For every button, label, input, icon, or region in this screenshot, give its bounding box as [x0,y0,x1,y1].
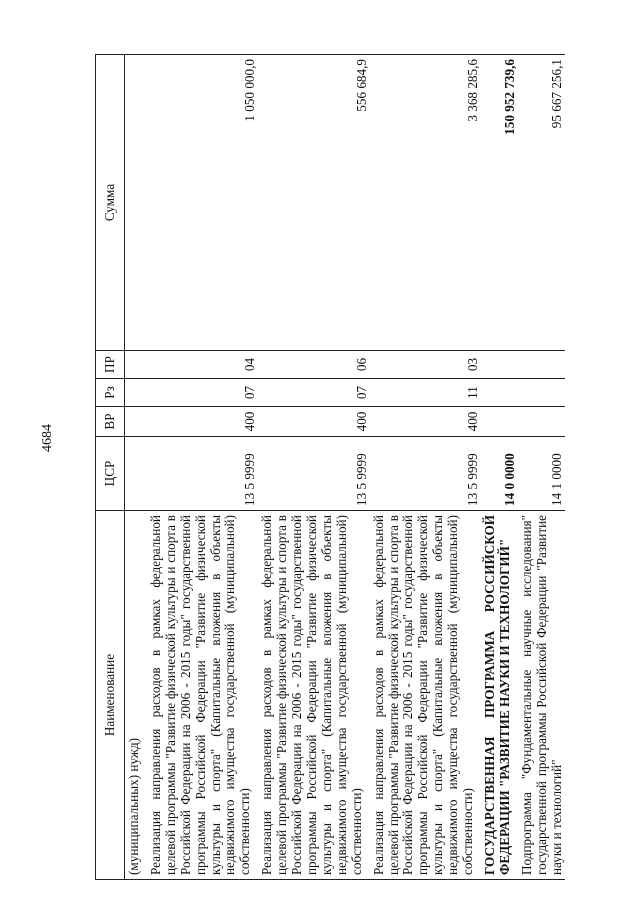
header-vr: ВР [96,407,125,437]
row-rz: 11 [371,379,482,407]
row-pr [519,351,566,379]
row-vr: 400 [148,407,259,437]
row-pr: 06 [259,351,370,379]
row-csr: 14 1 0000 [519,437,566,511]
row-vr [482,407,519,437]
page-number: 4684 [40,424,55,452]
row-name: Реализация направления расходов в рамках федеральной целевой программы "Развитие физической культуры и спорта в Российской Федерации на 2006 - 2015 годы" государственной программы Российской Федерации "Развитие физической культуры и спорта" (Капитальные вложения в объекты недвижимого имущества государственной (муниципальной) собственности) [259,511,370,880]
budget-table-rotated [95,55,635,880]
table-row [125,55,148,880]
header-rz: Рз [96,379,125,407]
header-name: Наименование [96,511,125,880]
row-csr: 13 5 9999 [371,437,482,511]
row-name: ГОСУДАРСТВЕННАЯ ПРОГРАММА РОССИЙСКОЙ ФЕДЕРАЦИИ "РАЗВИТИЕ НАУКИ И ТЕХНОЛОГИЙ" [482,511,519,880]
row-vr [125,407,148,437]
row-sum: 556 684,9 [259,55,370,351]
row-pr: 04 [148,351,259,379]
row-sum: 150 952 739,6 [482,55,519,351]
row-rz: 07 [148,379,259,407]
table-row [259,55,370,880]
row-pr [125,351,148,379]
row-name: Реализация направления расходов в рамках федеральной целевой программы "Развитие физической культуры и спорта в Российской Федерации на 2006 - 2015 годы" государственной программы Российской Федерации "Развитие физической культуры и спорта" (Капитальные вложения в объекты недвижимого имущества государственной (муниципальной) собственности) [148,511,259,880]
header-sum: Сумма [96,55,125,351]
row-csr: 14 0 0000 [482,437,519,511]
row-rz [125,379,148,407]
row-pr [482,351,519,379]
row-sum: 1 050 000,0 [148,55,259,351]
budget-table [95,54,565,880]
row-csr: 13 5 9999 [148,437,259,511]
table-row [148,55,259,880]
row-rz [519,379,566,407]
header-csr: ЦСР [96,437,125,511]
row-name: (муниципальных) нужд) [125,511,148,880]
header-pr: ПР [96,351,125,379]
row-vr: 400 [371,407,482,437]
row-vr: 400 [259,407,370,437]
row-sum: 3 368 285,6 [371,55,482,351]
row-rz: 07 [259,379,370,407]
row-name: Реализация направления расходов в рамках федеральной целевой программы "Развитие физической культуры и спорта в Российской Федерации на 2006 - 2015 годы" государственной программы Российской Федерации "Развитие физической культуры и спорта" (Капитальные вложения в объекты недвижимого имущества государственной (муниципальной) собственности) [371,511,482,880]
table-row [371,55,482,880]
table-row [519,55,566,880]
table-header-row [96,55,125,880]
row-name: Подпрограмма "Фундаментальные научные исследования" государственной программы Российской Федерации "Развитие науки и технологий" [519,511,566,880]
table-row-bold [482,55,519,880]
row-sum [125,55,148,351]
row-csr: 13 5 9999 [259,437,370,511]
row-sum: 95 667 256,1 [519,55,566,351]
row-vr [519,407,566,437]
row-csr [125,437,148,511]
row-rz [482,379,519,407]
row-pr: 03 [371,351,482,379]
